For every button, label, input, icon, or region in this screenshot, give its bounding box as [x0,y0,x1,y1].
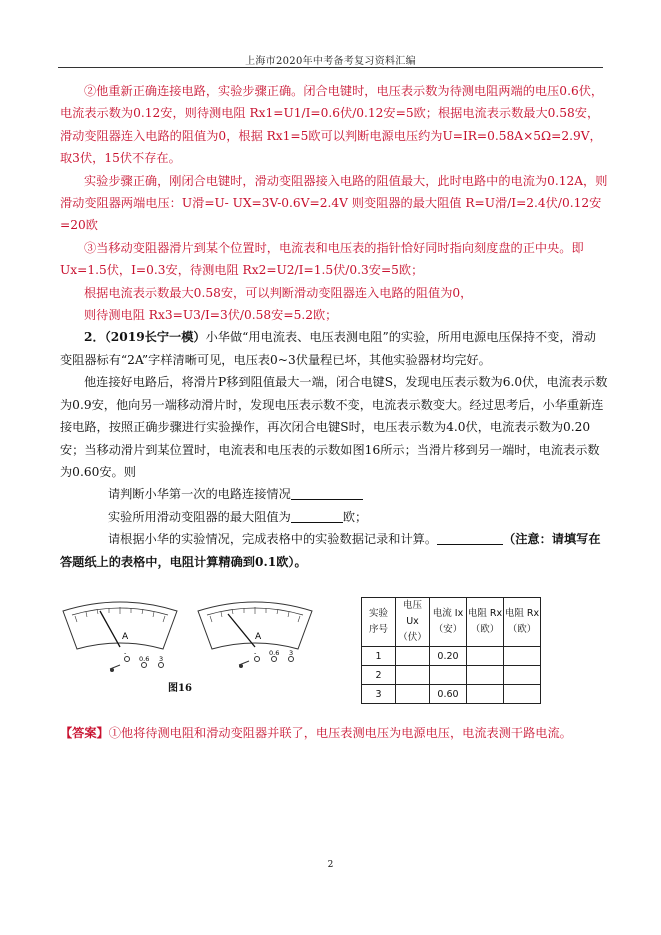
table-cell[interactable] [396,647,430,666]
answer-blank-a[interactable] [291,485,363,500]
table-cell: 0.20 [430,647,467,666]
meter-1-unit: A [122,632,129,642]
table-header-cell: 电阻 Rx （欧） [467,598,504,647]
table-cell: 0.60 [430,685,467,704]
table-header-cell: 电压 Ux （伏） [396,598,430,647]
page-number: 2 [327,860,334,870]
paragraph-1: ②他重新正确连接电路，实验步骤正确。闭合电键时，电压表示数为待测电阻两端的电压0.6伏，电流表示数为0.12安，则待测电阻 Rx1=U1/I=0.6伏/0.12安=5欧；根据电流表示数最大0.58安，滑动变阻器连入电路的阻值为0，根据 Rx1=5欧可以判断电源电压约为U=IR=0.58A×5Ω=2.9V，取3伏，15伏不存在。 [60,84,604,166]
table-row [362,666,541,685]
ammeter-dial-2 [195,597,315,679]
table-cell[interactable] [504,666,541,685]
table-header-cell: 实验 序号 [362,598,396,647]
answer-tag: 【答案】 [60,726,109,740]
table-cell[interactable] [504,647,541,666]
ammeter-dial-1 [60,597,180,679]
paragraph-5: 则待测电阻 Rx3=U3/I=3伏/0.58安=5.2欧； [84,308,338,323]
question-2-title: 2．（2019长宁一模） [84,330,206,345]
table-cell[interactable] [467,666,504,685]
answer-text: ①他将待测电阻和滑动变阻器并联了，电压表测电压为电源电压，电流表测干路电流。 [108,726,572,740]
question-2-text: 小华做“用电流表、电压表测电阻”的实验，所用电源电压保持不变，滑动变阻器标有“2A”字样清晰可见，电压表0~3伏量程已坏，其他实验器材均完好。 [60,330,596,367]
question-2-b-unit: 欧； [342,509,368,524]
question-2-a [60,483,608,505]
meter-1-terminal-3: 3 [159,655,164,663]
question-2-intro [60,326,608,371]
table-header-row [362,598,541,647]
table-cell: 3 [362,685,396,704]
page-header: 上海市2020年中考备考复习资料汇编 [245,56,416,67]
table-cell: 2 [362,666,396,685]
answer-blank-b[interactable] [291,508,343,523]
question-2-body: 他连接好电路后，将滑片P移到阻值最大一端，闭合电键S，发现电压表示数为6.0伏，电流表示数为0.9安，他向另一端移动滑片时，发现电压表示数不变，电流表示数变大。经过思考后，小华重新连接电路，按照正确步骤进行实验操作，再次闭合电键S时，电压表示数为4.0伏，电流表示数为0.20安；当移动滑片到某位置时，电流表和电压表的示数如图16所示；当滑片移到另一端时，电流表示数为0.60安。则 [60,375,608,479]
question-2-c-text: 请根据小华的实验情况，完成表格中的实验数据记录和计算。 [108,532,438,547]
table-cell[interactable] [396,666,430,685]
table-cell[interactable] [467,647,504,666]
data-table [361,597,541,704]
table-row [362,647,541,666]
question-2-b-text: 实验所用滑动变阻器的最大阻值为 [108,509,291,524]
table-cell[interactable] [467,685,504,704]
meter-2-terminal-neg: - [254,649,257,657]
table-cell: 1 [362,647,396,666]
table-cell[interactable] [430,666,467,685]
question-2-c [60,528,608,573]
paragraph-2: 实验步骤正确，刚闭合电键时，滑动变阻器接入电路的阻值最大，此时电路中的电流为0.12A，则滑动变阻器两端电压：U滑=U- UX=3V-0.6V=2.4V 则变阻器的最大阻值 R=U滑/I=2.4伏/0.12安=20欧 [60,173,608,233]
header-rule [58,67,603,68]
table-header-cell: 电流 Ix （安） [430,598,467,647]
paragraph-3: ③当移动变阻器滑片到某个位置时，电流表和电压表的指针恰好同时指向刻度盘的正中央。即 Ux=1.5伏，I=0.3安，待测电阻 Rx2=U2/I=1.5伏/0.3安=5欧； [60,240,588,278]
table-row [362,685,541,704]
meter-1-terminal-06: 0.6 [139,655,150,663]
meter-2-unit: A [255,632,262,642]
question-2-a-text: 请判断小华第一次的电路连接情况 [108,487,291,502]
table-cell[interactable] [504,685,541,704]
question-2-b [60,506,608,528]
table-header-cell: 电阻 Rx （欧） [504,598,541,647]
body-text [60,80,608,573]
meter-2-terminal-06: 0.6 [269,649,280,657]
paragraph-4: 根据电流表示数最大0.58安，可以判断滑动变阻器连入电路的阻值为0， [84,285,473,300]
answer-block [60,722,620,744]
meter-2-terminal-3: 3 [289,649,294,657]
question-2-c-note: （注意：请填写在答题纸上的表格中，电阻计算精确到0.1欧）。 [60,532,601,569]
table-cell[interactable] [396,685,430,704]
answer-blank-c[interactable] [437,530,503,545]
meter-1-terminal-neg: - [124,649,127,657]
figure-label: 图16 [168,683,192,694]
